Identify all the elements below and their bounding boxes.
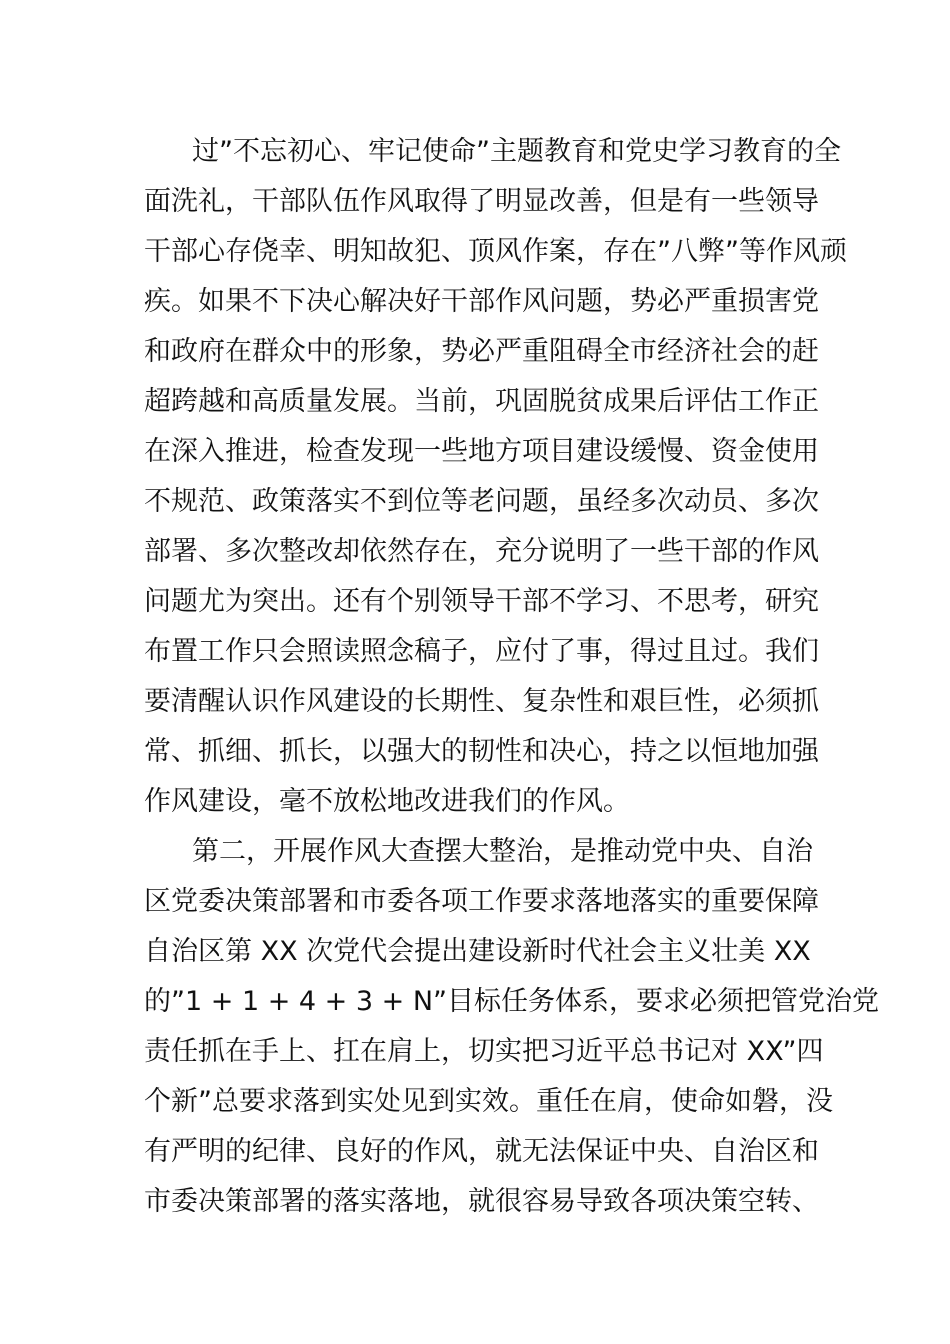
text-line: 过”不忘初心、牢记使命”主题教育和党史学习教育的全 [192,136,841,167]
text-line: 区党委决策部署和市委各项工作要求落地落实的重要保障 [144,886,819,917]
text-line: 个新”总要求落到实处见到实效。重任在肩，使命如磐，没 [144,1086,833,1117]
text-line: 要清醒认识作风建设的长期性、复杂性和艰巨性，必须抓 [144,686,819,717]
text-line: 部署、多次整改却依然存在，充分说明了一些干部的作风 [144,536,819,567]
text-line: 问题尤为突出。还有个别领导干部不学习、不思考，研究 [144,586,819,617]
text-line: 市委决策部署的落实落地，就很容易导致各项决策空转、 [144,1186,819,1217]
text-line: 第二，开展作风大查摆大整治，是推动党中央、自治 [192,836,813,867]
text-line: 和政府在群众中的形象，势必严重阻碍全市经济社会的赶 [144,336,819,367]
text-line: 在深入推进，检查发现一些地方项目建设缓慢、资金使用 [144,436,819,467]
text-line: 不规范、政策落实不到位等老问题，虽经多次动员、多次 [144,486,819,517]
text-line: 责任抓在手上、扛在肩上，切实把习近平总书记对 XX”四 [144,1036,824,1067]
text-line: 布置工作只会照读照念稿子，应付了事，得过且过。我们 [144,636,819,667]
text-line: 自治区第 XX 次党代会提出建设新时代社会主义壮美 XX [144,936,811,967]
text-line: 面洗礼，干部队伍作风取得了明显改善，但是有一些领导 [144,186,819,217]
text-line: 干部心存侥幸、明知故犯、顶风作案，存在”八弊”等作风顽 [144,236,847,267]
text-line: 疾。如果不下决心解决好干部作风问题，势必严重损害党 [144,286,819,317]
text-line: 作风建设，毫不放松地改进我们的作风。 [144,786,630,817]
text-line: 的”1 + 1 + 4 + 3 + N”目标任务体系，要求必须把管党治党 [144,986,880,1017]
text-line: 常、抓细、抓长，以强大的韧性和决心，持之以恒地加强 [144,736,819,767]
text-line: 有严明的纪律、良好的作风，就无法保证中央、自治区和 [144,1136,819,1167]
text-line: 超跨越和高质量发展。当前，巩固脱贫成果后评估工作正 [144,386,819,417]
